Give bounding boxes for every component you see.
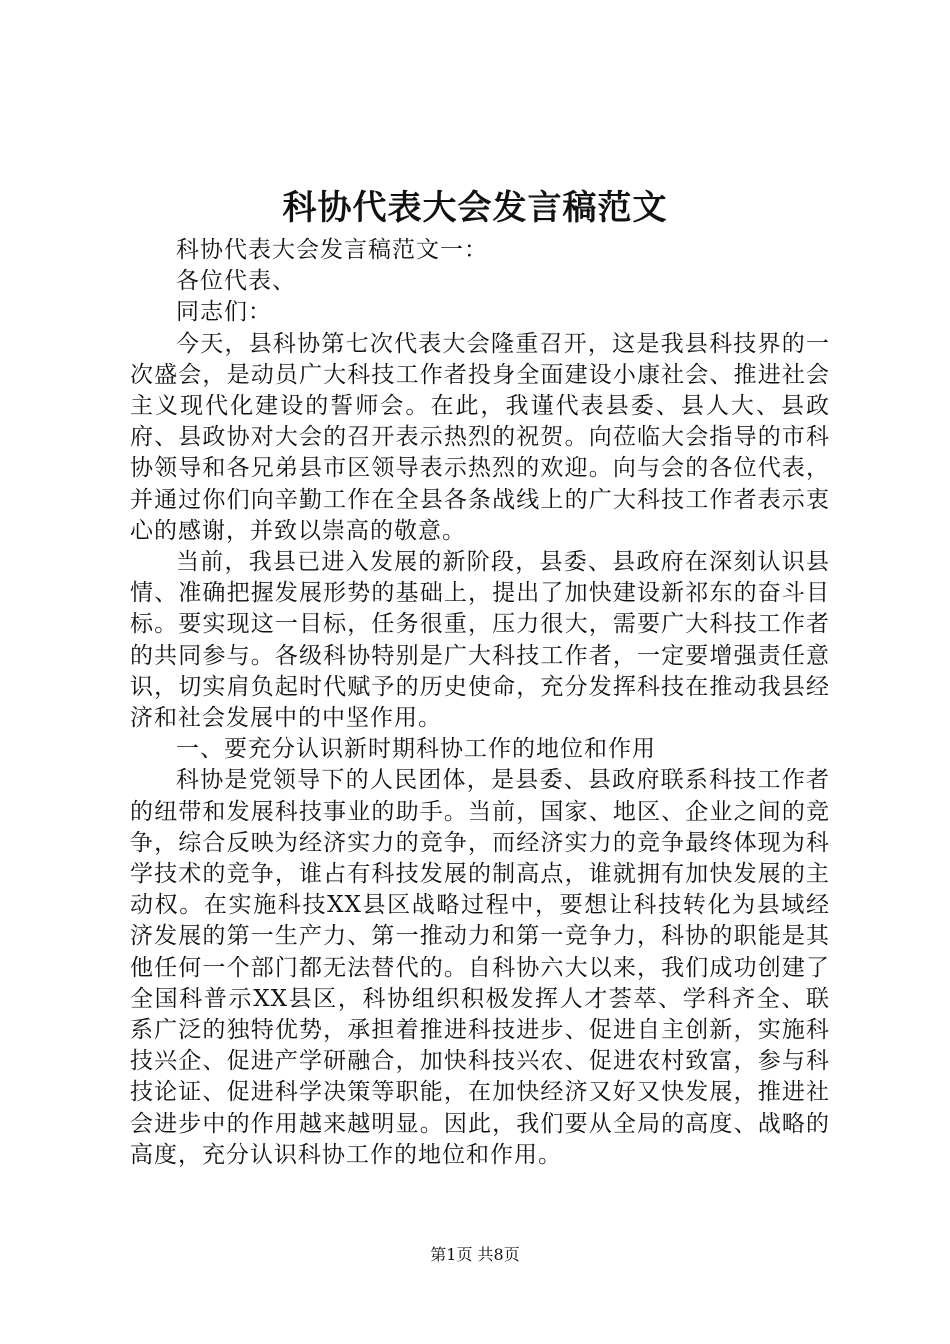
document-title: 科协代表大会发言稿范文 — [282, 188, 668, 228]
paragraph-salutation-comrades: 同志们： — [176, 299, 272, 326]
paragraph-role-of-association: 科协是党领导下的人民团体，是县委、县政府联系科技工作者的纽带和发展科技事业的助手。当前，国家、地区、企业之间的竞争，综合反映为经济实力的竞争，而经济实力的竞争最终体现为科学技术的竞争，谁占有科技发展的制高点，谁就拥有加快发展的主动权。在实施科技XX县区战略过程中，要想让科技转化为县域经济发展的第一生产力、第一推动力和第一竞争力，科协的职能是其他任何一个部门都无法替代的。自科协六大以来，我们成功创建了全国科普示XX县区，科协组织积极发挥人才荟萃、学科齐全、联系广泛的独特优势，承担着推进科技进步、促进自主创新，实施科技兴企、促进产学研融合，加快科技兴农、促进农村致富，参与科技论证、促进科学决策等职能，在加快经济又好又快发展，推进社会进步中的作用越来越明显。因此，我们要从全局的高度、战略的高度，充分认识科协工作的地位和作用。 — [130, 767, 830, 1168]
paragraph-current-stage: 当前，我县已进入发展的新阶段，县委、县政府在深刻认识县情、准确把握发展形势的基础上，提出了加快建设新祁东的奋斗目标。要实现这一目标，任务很重，压力很大，需要广大科技工作者的共同参与。各级科协特别是广大科技工作者，一定要增强责任意识，切实肩负起时代赋予的历史使命，充分发挥科技在推动我县经济和社会发展中的中坚作用。 — [130, 549, 830, 732]
paragraph-heading-line: 科协代表大会发言稿范文一： — [176, 237, 488, 263]
paragraph-salutation-delegates: 各位代表、 — [176, 268, 296, 295]
paragraph-opening: 今天，县科协第七次代表大会隆重召开，这是我县科技界的一次盛会，是动员广大科技工作者投身全面建设小康社会、推进社会主义现代化建设的誓师会。在此，我谨代表县委、县人大、县政府、县政协对大会的召开表示热烈的祝贺。向莅临大会指导的市科协领导和各兄弟县市区领导表示热烈的欢迎。向与会的各位代表，并通过你们向辛勤工作在全县各条战线上的广大科技工作者表示衷心的感谢，并致以崇高的敬意。 — [130, 330, 830, 544]
document-body — [130, 235, 830, 1171]
section-heading-one: 一、要充分认识新时期科协工作的地位和作用 — [176, 736, 656, 763]
page-number-footer: 第1页 共8页 — [430, 1245, 520, 1264]
